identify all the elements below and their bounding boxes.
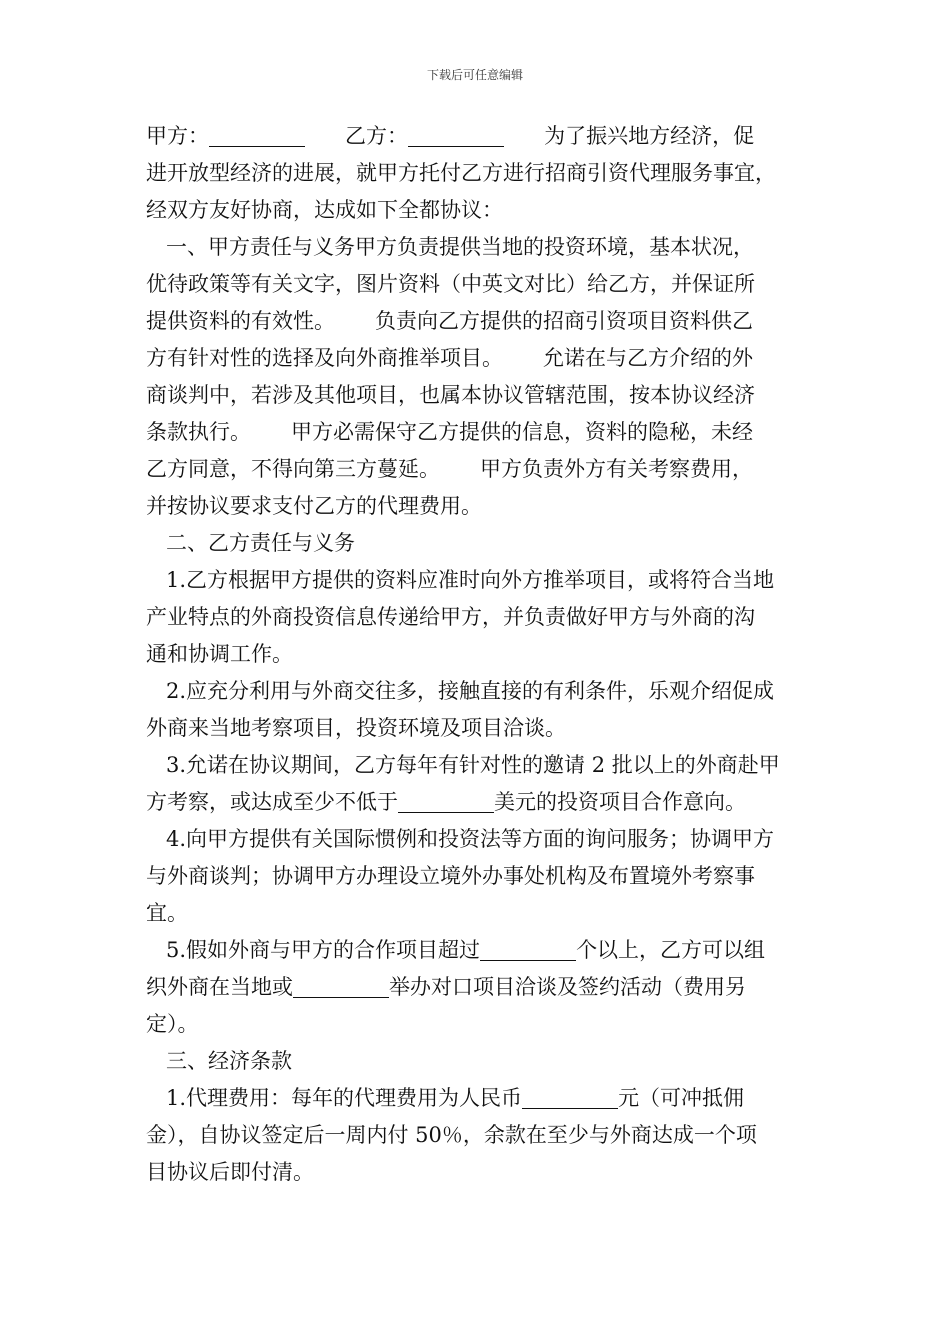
text-segment: 方有针对性的选择及向外商推举项目。 允诺在与乙方介绍的外 [146, 346, 754, 370]
text-segment: 甲方： [146, 124, 209, 148]
document-line [146, 488, 810, 525]
fill-in-blank [522, 1084, 618, 1109]
text-segment: 目协议后即付清。 [146, 1160, 314, 1184]
page-header: 下载后可任意编辑 [426, 68, 523, 82]
text-segment: 优待政策等有关文字，图片资料（中英文对比）给乙方，并保证所 [146, 272, 755, 296]
text-segment: 美元的投资项目合作意向。 [494, 790, 746, 814]
text-segment: 定）。 [146, 1012, 199, 1036]
document-line [146, 858, 810, 895]
text-segment: 乙方： [305, 124, 409, 148]
document-line [146, 155, 810, 192]
fill-in-blank [480, 936, 576, 961]
document-line [146, 1117, 810, 1154]
text-segment: 经双方友好协商，达成如下全都协议： [146, 198, 503, 222]
text-segment: 1.代理费用：每年的代理费用为人民币 [146, 1086, 523, 1110]
document-line [146, 229, 810, 266]
text-segment: 通和协调工作。 [146, 642, 293, 666]
text-segment: 元（可冲抵佣 [618, 1086, 745, 1110]
text-segment: 2.应充分利用与外商交往多，接触直接的有利条件，乐观介绍促成 [146, 679, 775, 703]
text-segment: 为了振兴地方经济，促 [504, 124, 755, 148]
document-line [146, 414, 810, 451]
text-segment: 进开放型经济的进展，就甲方托付乙方进行招商引资代理服务事宜， [146, 161, 776, 185]
document-line [146, 636, 810, 673]
document-line [146, 932, 810, 969]
text-segment: 并按协议要求支付乙方的代理费用。 [146, 494, 482, 518]
text-segment: 二、乙方责任与义务 [146, 531, 356, 555]
document-body [146, 118, 810, 1191]
document-line [146, 525, 810, 562]
document-line [146, 821, 810, 858]
text-segment: 金），自协议签定后一周内付 50％，余款在至少与外商达成一个项 [146, 1123, 757, 1147]
document-line [146, 1080, 810, 1117]
document-line [146, 599, 810, 636]
text-segment: 1.乙方根据甲方提供的资料应准时向外方推举项目，或将符合当地 [146, 568, 775, 592]
fill-in-blank [209, 122, 305, 147]
document-line [146, 1043, 810, 1080]
text-segment: 织外商在当地或 [146, 975, 293, 999]
text-segment: 条款执行。 甲方必需保守乙方提供的信息，资料的隐秘，未经 [146, 420, 754, 444]
text-segment: 商谈判中，若涉及其他项目，也属本协议管辖范围，按本协议经济 [146, 383, 755, 407]
text-segment: 乙方同意，不得向第三方蔓延。 甲方负责外方有关考察费用， [146, 457, 754, 481]
text-segment: 一、甲方责任与义务甲方负责提供当地的投资环境，基本状况， [146, 235, 755, 259]
document-line [146, 895, 810, 932]
text-segment: 三、经济条款 [146, 1049, 293, 1073]
document-line [146, 673, 810, 710]
text-segment: 5.假如外商与甲方的合作项目超过 [146, 938, 481, 962]
text-segment: 个以上，乙方可以组 [576, 938, 766, 962]
fill-in-blank [398, 788, 494, 813]
document-line [146, 192, 810, 229]
document-line [146, 562, 810, 599]
document-line [146, 451, 810, 488]
fill-in-blank [408, 122, 504, 147]
document-line [146, 1006, 810, 1043]
text-segment: 外商来当地考察项目，投资环境及项目洽谈。 [146, 716, 566, 740]
text-segment: 产业特点的外商投资信息传递给甲方，并负责做好甲方与外商的沟 [146, 605, 755, 629]
document-line [146, 1154, 810, 1191]
text-segment: 提供资料的有效性。 负责向乙方提供的招商引资项目资料供乙 [146, 309, 754, 333]
document-line [146, 303, 810, 340]
document-line [146, 118, 810, 155]
text-segment: 与外商谈判；协调甲方办理设立境外办事处机构及布置境外考察事 [146, 864, 755, 888]
text-segment: 宜。 [146, 901, 188, 925]
document-line [146, 710, 810, 747]
text-segment: 4.向甲方提供有关国际惯例和投资法等方面的询问服务；协调甲方 [146, 827, 775, 851]
text-segment: 举办对口项目洽谈及签约活动（费用另 [389, 975, 746, 999]
text-segment: 3.允诺在协议期间，乙方每年有针对性的邀请 2 批以上的外商赴甲 [146, 753, 780, 777]
document-line [146, 747, 810, 784]
document-line [146, 969, 810, 1006]
document-line [146, 340, 810, 377]
document-line [146, 377, 810, 414]
document-line [146, 784, 810, 821]
text-segment: 方考察，或达成至少不低于 [146, 790, 398, 814]
fill-in-blank [293, 973, 389, 998]
document-line [146, 266, 810, 303]
